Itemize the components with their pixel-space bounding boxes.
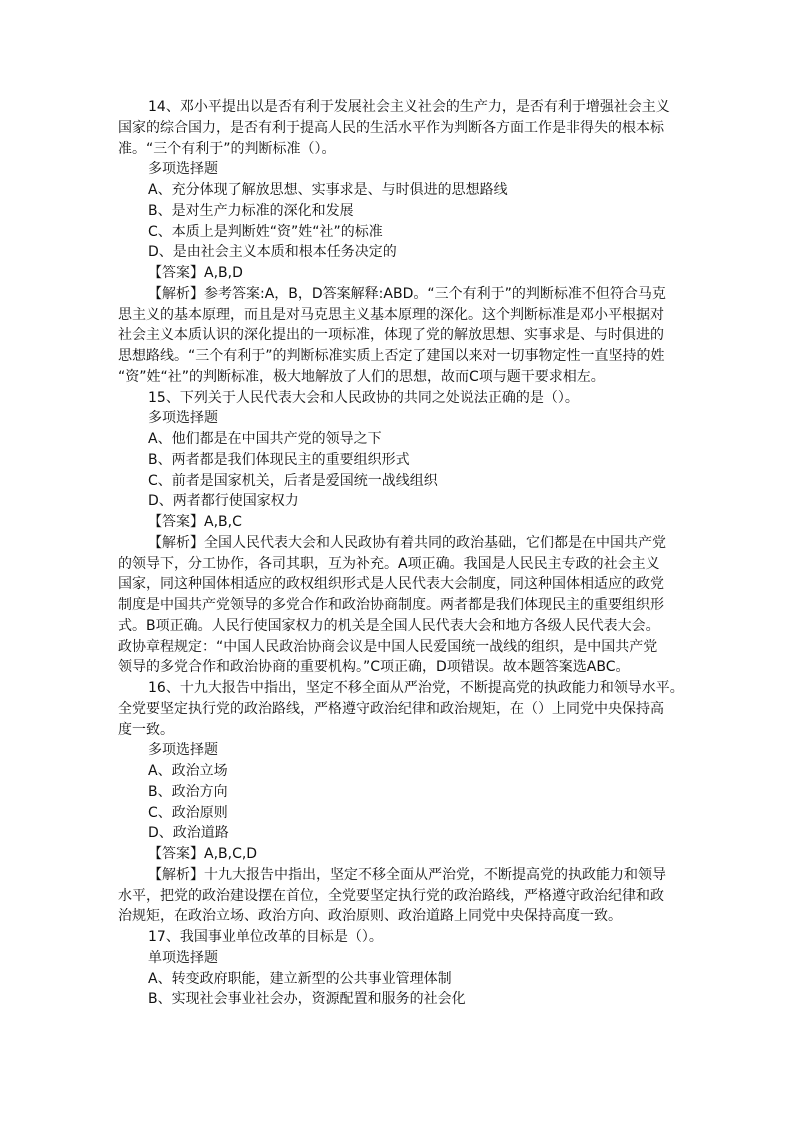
analysis-text: “资”姓“社”的判断标准，极大地解放了人们的思想，故而C项与题干要求相左。 (118, 368, 605, 385)
document-page (118, 97, 688, 1010)
question-stem: 度一致。 (118, 721, 174, 738)
question-stem: 全党要坚定执行党的政治路线，严格遵守政治纪律和政治规矩，在（）上同党中央保持高 (118, 700, 664, 717)
question-option: C、本质上是判断姓“资”姓“社”的标准 (148, 223, 383, 240)
analysis-text: 【解析】全国人民代表大会和人民政协有着共同的政治基础，它们都是在中国共产党 (148, 534, 666, 551)
question-option: A、充分体现了解放思想、实事求是、与时俱进的思想路线 (148, 182, 508, 198)
question-type: 多项选择题 (148, 742, 218, 759)
analysis-text: 制度是中国共产党领导的多党合作和政治协商制度。两者都是我们体现民主的重要组织形 (118, 597, 664, 613)
analysis-text: 国家，同这种国体相适应的政权组织形式是人民代表大会制度，同这种国体相适应的政党 (118, 576, 664, 593)
question-type: 多项选择题 (148, 161, 218, 178)
analysis-text: 领导的多党合作和政治协商的重要机构。”C项正确，D项错误。故本题答案选ABC。 (118, 659, 630, 676)
question-type: 多项选择题 (148, 410, 218, 427)
question-stem: 16、十九大报告中指出，坚定不移全面从严治党，不断提高党的执政能力和领导水平。 (148, 680, 684, 696)
answer-line: 【答案】A,B,C (148, 514, 242, 530)
answer-line: 【答案】A,B,C,D (148, 846, 258, 862)
analysis-text: 思想路线。“三个有利于”的判断标准实质上否定了建国以来对一切事物定性一直坚持的姓 (118, 348, 665, 364)
analysis-text: 【解析】参考答案:A，B，D答案解释:ABD。“三个有利于”的判断标准不但符合马克 (148, 285, 666, 302)
question-option: D、政治道路 (148, 825, 229, 842)
question-option: A、政治立场 (148, 763, 228, 779)
analysis-text: 的领导下，分工协作，各司其职，互为补充。A项正确。我国是人民民主专政的社会主义 (118, 555, 660, 572)
question-stem: 14、邓小平提出以是否有利于发展社会主义社会的生产力，是否有利于增强社会主义 (148, 99, 670, 115)
question-option: A、他们都是在中国共产党的领导之下 (148, 431, 382, 447)
analysis-text: 社会主义本质认识的深化提出的一项标准，体现了党的解放思想、实事求是、与时俱进的 (118, 327, 664, 344)
question-stem: 准。“三个有利于”的判断标准（）。 (118, 140, 336, 157)
question-option: C、政治原则 (148, 804, 228, 821)
question-option: B、两者都是我们体现民主的重要组织形式 (148, 451, 410, 468)
question-option: B、政治方向 (148, 783, 228, 800)
question-stem: 15、下列关于人民代表大会和人民政协的共同之处说法正确的是（）。 (148, 389, 579, 406)
question-option: B、实现社会事业社会办，资源配置和服务的社会化 (148, 991, 466, 1008)
analysis-text: 思主义的基本原理，而且是对马克思主义基本原理的深化。这个判断标准是邓小平根据对 (118, 306, 664, 323)
analysis-text: 【解析】十九大报告中指出，坚定不移全面从严治党，不断提高党的执政能力和领导 (148, 866, 666, 883)
analysis-text: 政协章程规定：“中国人民政治协商会议是中国人民爱国统一战线的组织，是中国共产党 (118, 638, 658, 655)
question-stem: 17、我国事业单位改革的目标是（）。 (148, 929, 383, 945)
analysis-text: 治规矩，在政治立场、政治方向、政治原则、政治道路上同党中央保持高度一致。 (118, 908, 622, 925)
analysis-text: 式。B项正确。人民行使国家权力的机关是全国人民代表大会和地方各级人民代表大会。 (118, 617, 660, 634)
answer-line: 【答案】A,B,D (148, 265, 243, 281)
question-option: D、是由社会主义本质和根本任务决定的 (148, 244, 397, 261)
question-type: 单项选择题 (148, 949, 218, 966)
analysis-text: 水平，把党的政治建设摆在首位，全党要坚定执行党的政治路线，严格遵守政治纪律和政 (118, 887, 664, 904)
question-stem: 国家的综合国力，是否有利于提高人民的生活水平作为判断各方面工作是非得失的根本标 (118, 119, 664, 136)
question-option: C、前者是国家机关，后者是爱国统一战线组织 (148, 472, 438, 489)
question-option: B、是对生产力标准的深化和发展 (148, 202, 354, 219)
question-option: D、两者都行使国家权力 (148, 493, 299, 510)
question-option: A、转变政府职能，建立新型的公共事业管理体制 (148, 970, 452, 987)
